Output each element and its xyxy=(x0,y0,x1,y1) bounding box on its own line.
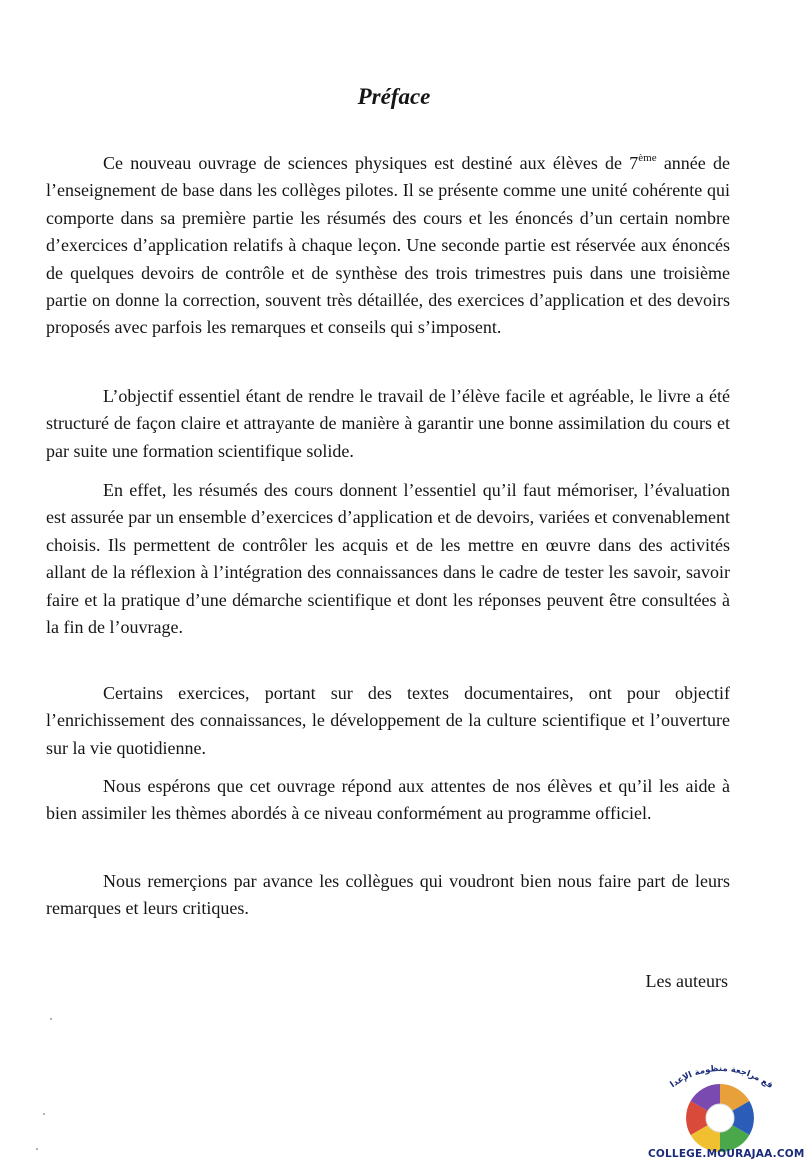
logo-arabic-text: قع مراجعة منظومة الإعدادي xyxy=(668,1063,775,1091)
logo-url-text: COLLEGE.MOURAJAA.COM xyxy=(648,1148,805,1160)
scan-speck xyxy=(43,1113,45,1115)
paragraph-2: L’objectif essentiel étant de rendre le travail de l’élève facile et agréable, le livre a été structuré de façon claire et attrayante de manière à garantir une bonne assimilation du cours et par suite une formation scientifique solide. xyxy=(46,386,730,461)
paragraph-3: En effet, les résumés des cours donnent l’essentiel qu’il faut mémoriser, l’évaluation est assurée par un ensemble d’exercices d’application et de devoirs, variées et convenablement choisis. Ils permettent de contrôler les acquis et de les mettre en œuvre dans des activités allant de la réflexion à l’intégration des connaissances dans le cadre de tester les savoir, savoir faire et la pratique d’une démarche scientifique et dont les réponses peuvent être consultées à la fin de l’ouvrage. xyxy=(46,480,730,638)
paragraph-1 xyxy=(46,150,730,342)
paragraph-1-start: Ce nouveau ouvrage de sciences physiques est destiné aux élèves de 7 xyxy=(103,153,639,173)
signature: Les auteurs xyxy=(645,971,728,991)
scan-speck xyxy=(50,1018,52,1020)
page-title: Préface xyxy=(357,84,431,109)
superscript-eme: ème xyxy=(638,152,657,164)
paragraph-4: Certains exercices, portant sur des textes documentaires, ont pour objectif l’enrichissement des connaissances, le développement de la culture scientifique et l’ouverture sur la vie quotidienne. xyxy=(46,683,730,758)
paragraph-6: Nous remerçions par avance les collègues qui voudront bien nous faire part de leurs remarques et leurs critiques. xyxy=(46,871,730,919)
paragraph-5: Nous espérons que cet ouvrage répond aux attentes de nos élèves et qu’il les aide à bien assimiler les thèmes abordés à ce niveau conformément au programme officiel. xyxy=(46,776,730,824)
paragraph-1-rest: année de l’enseignement de base dans les collèges pilotes. Il se présente comme une unité cohérente qui comporte dans sa première partie les résumés des cours et les énoncés d’un certain nombre d’exercices d’application relatifs à chaque leçon. Une seconde partie est réservée aux énoncés de quelques devoirs de contrôle et de synthèse des trois trimestres puis dans une troisième partie on donne la correction, souvent très détaillée, des exercices d’application et des devoirs proposés avec parfois les remarques et conseils qui s’imposent. xyxy=(46,153,730,338)
scan-speck xyxy=(36,1148,38,1150)
